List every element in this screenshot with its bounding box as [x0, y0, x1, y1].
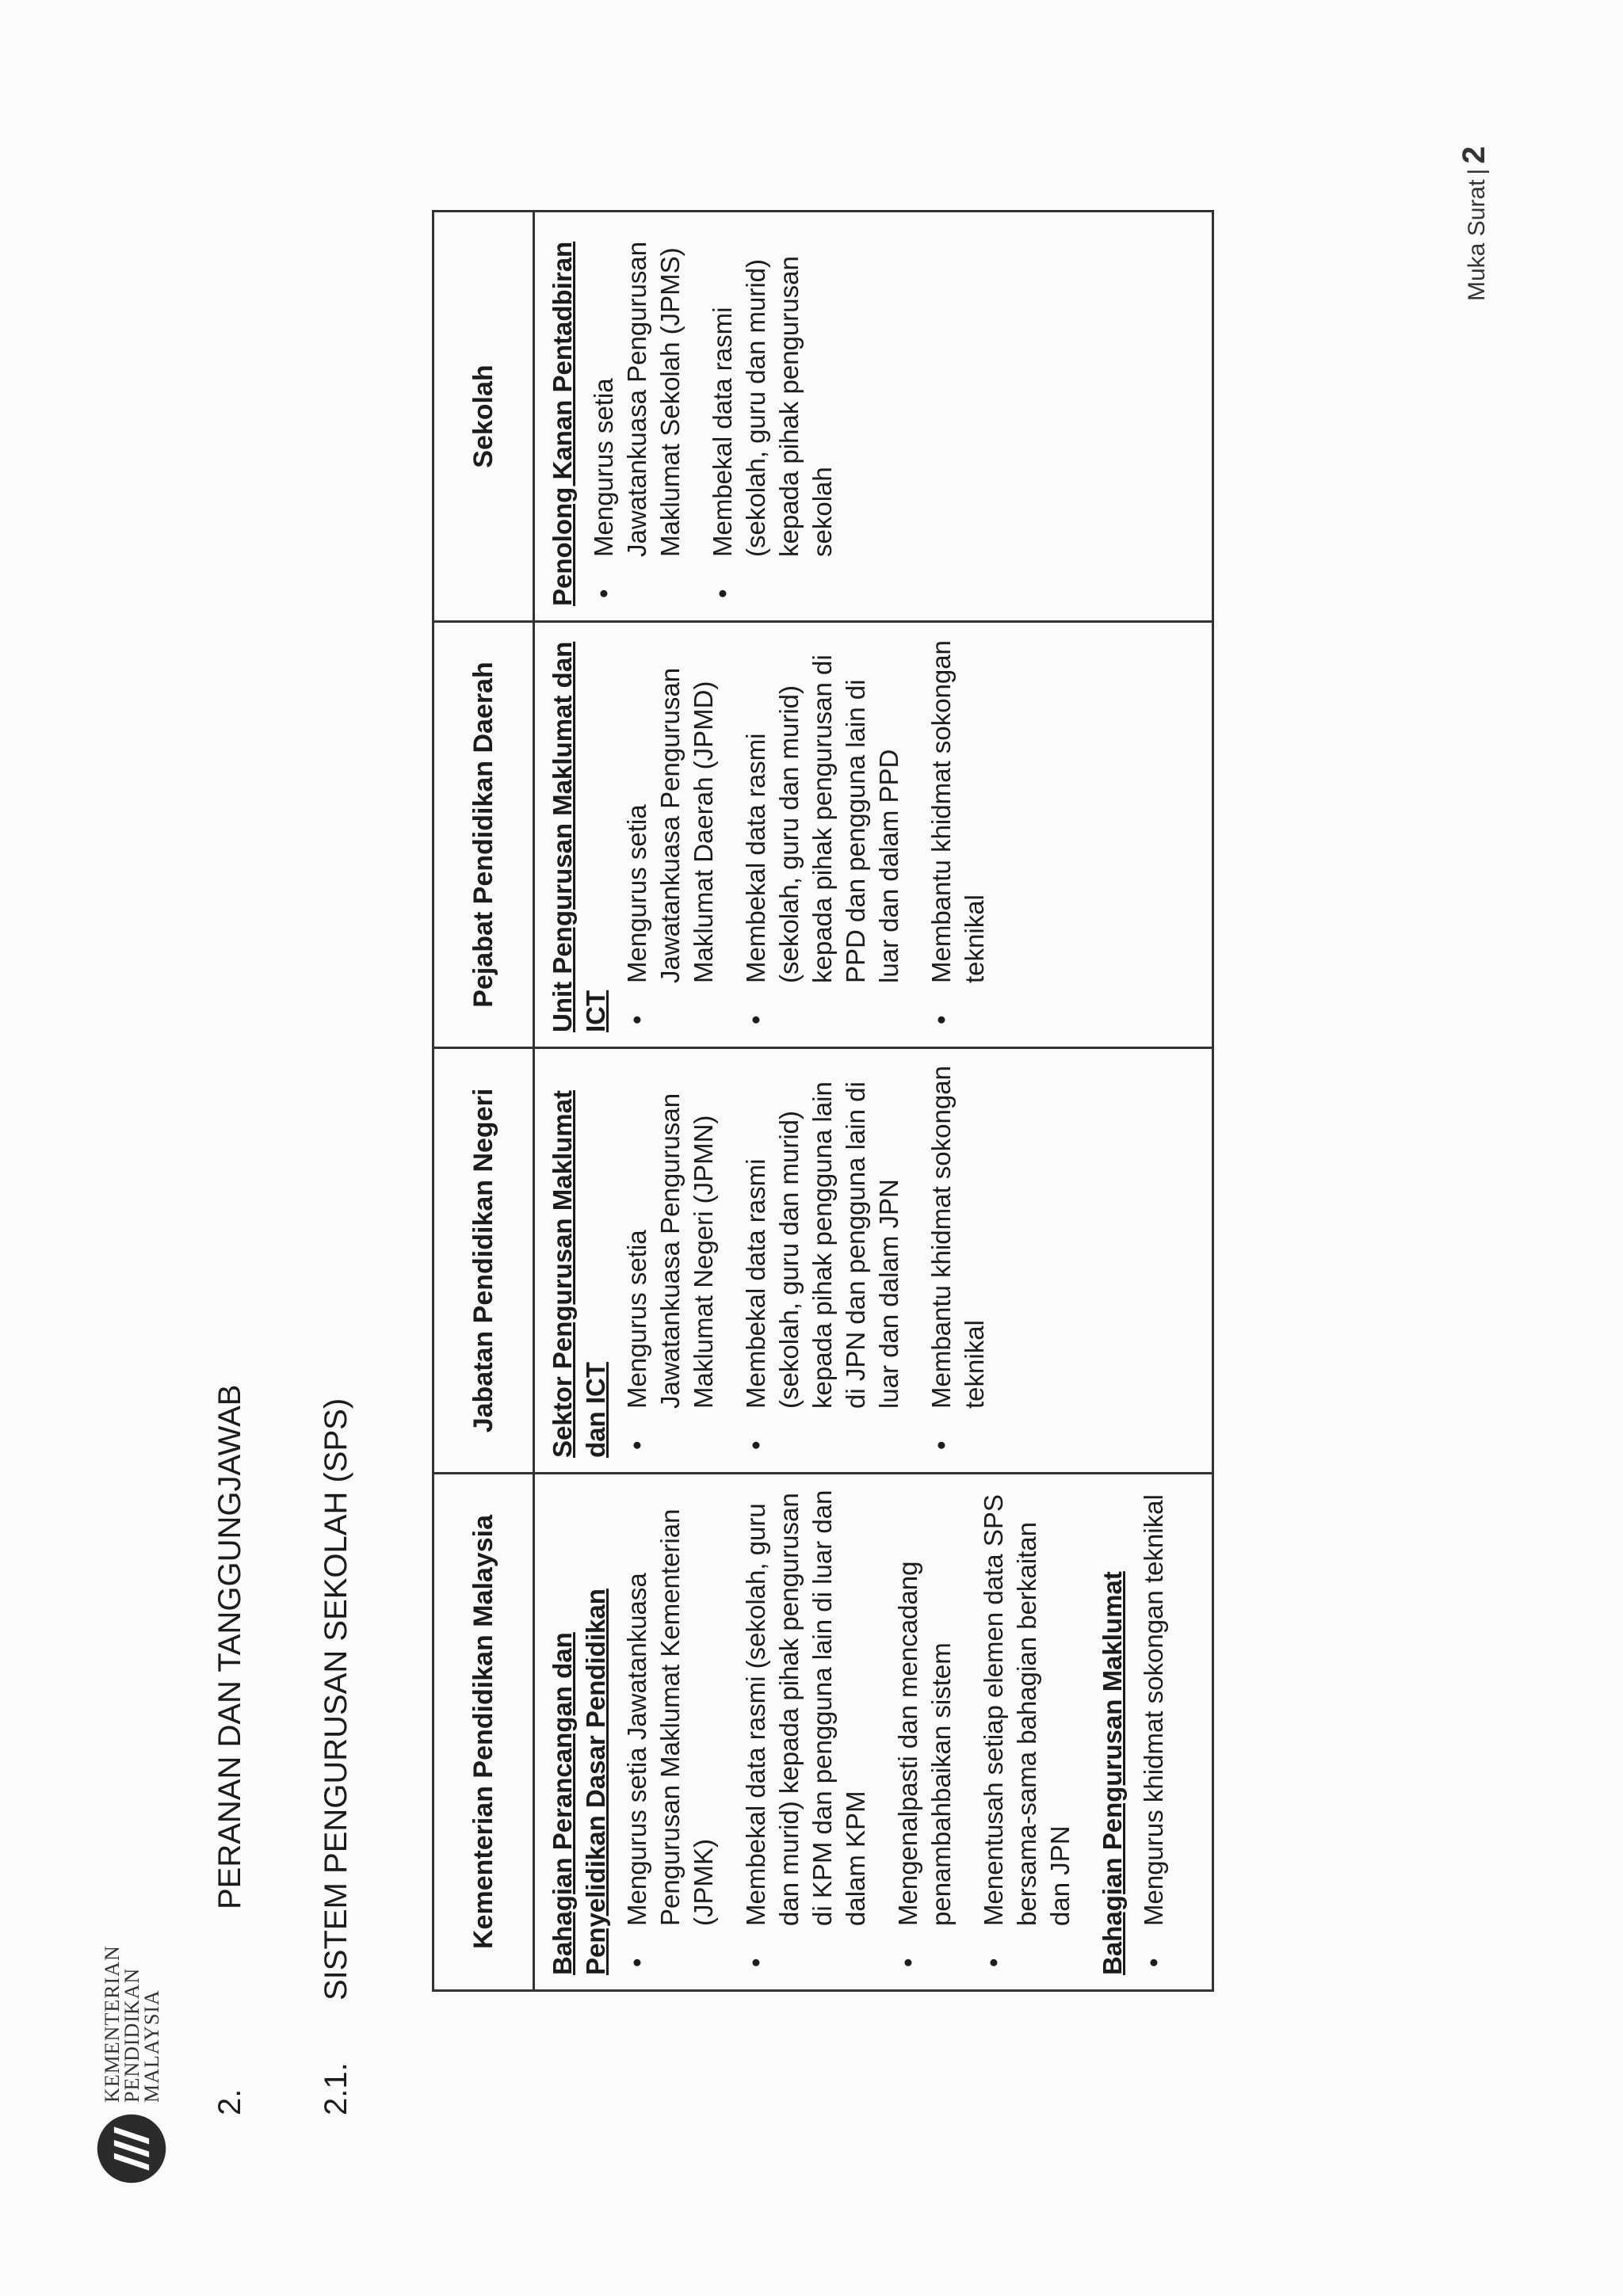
column-header: Sekolah [433, 212, 534, 622]
table-cell-ppd [534, 622, 1213, 1048]
table-header-row [433, 212, 534, 1991]
list-item: • Membekal data rasmi (sekolah, guru dan murid) kepada pihak pengurusan sekolah [706, 223, 839, 606]
list-item: • Mengurus khidmat sokongan teknikal [1137, 1486, 1170, 1975]
table-cell-jpn [534, 1048, 1213, 1474]
page-separator: | [1464, 168, 1490, 175]
subsection-number: 2.1. [319, 2062, 353, 2115]
list-item: • Mengenalpasti dan mencadang penambahbaikan sistem [892, 1486, 958, 1975]
org-unit-name: Penolong Kanan Pentadbiran [548, 241, 577, 606]
table-cell-sekolah [534, 212, 1213, 622]
column-header: Jabatan Pendidikan Negeri [433, 1048, 534, 1474]
responsibility-list [587, 223, 839, 606]
logo-line-1: KEMENTERIAN [100, 1945, 124, 2103]
table-cell-kpm [534, 1474, 1213, 1991]
org-unit-name: Unit Pengurusan Maklumat dan ICT [548, 641, 610, 1032]
responsibility-list [621, 1486, 1077, 1975]
table-body-row [534, 212, 1213, 1991]
logo-line-2: PENDIDIKAN [120, 1967, 143, 2103]
list-item: • Membekal data rasmi (sekolah, guru dan murid) kepada pihak pengurusan di PPD dan pengguna lain di luar dan dalam PPD [739, 634, 906, 1032]
org-unit-name: Bahagian Perancangan dan Penyelidikan Dasar Pendidikan [548, 1589, 610, 1975]
list-item: • Mengurus setia Jawatankuasa Pengurusan Maklumat Kementerian (JPMK) [621, 1486, 720, 1975]
responsibility-list [1137, 1486, 1170, 1975]
ministry-emblem-icon [95, 2112, 168, 2185]
section-number: 2. [212, 2088, 247, 2115]
subsection-title: SISTEM PENGURUSAN SEKOLAH (SPS) [319, 1398, 353, 2000]
list-item: • Menentusah setiap elemen data SPS bersama-sama bahagian berkaitan dan JPN [977, 1486, 1077, 1975]
responsibility-list [621, 634, 991, 1032]
section-title: PERANAN DAN TANGGUNGJAWAB [212, 1384, 247, 1909]
section-heading [212, 1385, 248, 2115]
page-number: 2 [1457, 146, 1491, 164]
org-unit-name: Sektor Pengurusan Maklumat dan ICT [548, 1090, 610, 1458]
logo-line-3: MALAYSIA [139, 1989, 163, 2103]
page-label: Muka Surat [1464, 179, 1490, 301]
roles-table [432, 210, 1214, 1992]
column-header: Kementerian Pendidikan Malaysia [433, 1474, 534, 1991]
list-item: • Mengurus setia Jawatankuasa Pengurusan Maklumat Negeri (JPMN) [621, 1060, 720, 1458]
list-item: • Membekal data rasmi (sekolah, guru dan murid) kepada pihak pengguna lain di JPN dan pengguna lain di luar dan dalam JPN [739, 1060, 906, 1458]
column-header: Pejabat Pendidikan Daerah [433, 622, 534, 1048]
list-item: • Membantu khidmat sokongan teknikal [925, 1060, 991, 1458]
subsection-heading [319, 1398, 354, 2115]
list-item: • Mengurus setia Jawatankuasa Pengurusan Maklumat Sekolah (JPMS) [587, 223, 687, 606]
org-unit-name: Bahagian Pengurusan Maklumat [1098, 1571, 1127, 1975]
list-item: • Membekal data rasmi (sekolah, guru dan murid) kepada pihak pengurusan di KPM dan pengguna lain di luar dan dalam KPM [739, 1486, 873, 1975]
responsibility-list [621, 1060, 991, 1458]
page-footer [1457, 147, 1492, 301]
list-item: • Membantu khidmat sokongan teknikal [925, 634, 991, 1032]
ministry-logo [95, 1945, 168, 2185]
list-item: • Mengurus setia Jawatankuasa Pengurusan Maklumat Daerah (JPMD) [621, 634, 720, 1032]
